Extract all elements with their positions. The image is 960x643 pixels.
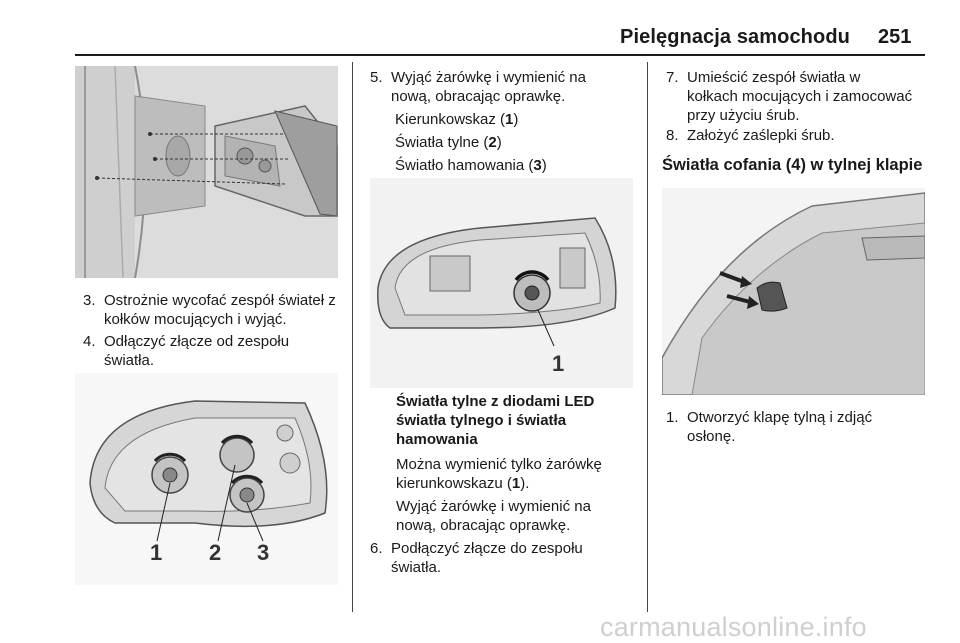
column-divider-2 (647, 62, 648, 612)
bulb-label-1: 1 (150, 540, 163, 565)
section-title-reversing-lights: Światła cofania (4) w tylnej klapie (662, 156, 923, 174)
step-number: 8. (666, 127, 679, 144)
step-number: 5. (370, 69, 383, 86)
figure-bulb-positions (75, 373, 338, 585)
watermark: carmanualsonline.info (600, 612, 867, 642)
step-number: 1. (666, 409, 679, 426)
header-rule (75, 54, 925, 56)
step-number: 3. (83, 292, 96, 309)
led-section-heading: Światła tylne z diodami LED światła tylnego i światła hamowania (396, 393, 595, 448)
step-text: Umieścić zespół światła w kołkach mocujących i zamocować przy użyciu śrub. (687, 69, 913, 124)
led-tail-light-illustration (370, 178, 633, 388)
step-number: 4. (83, 333, 96, 350)
step-text: Wyjąć żarówkę i wymienić na nową, obracając oprawkę. (391, 69, 586, 105)
figure-tailgate-cover (662, 188, 925, 395)
step-number: 6. (370, 540, 383, 557)
indicator-bulb-label: 1 (552, 351, 565, 376)
led-paragraph-1: Można wymienić tylko żarówkę kierunkowskazu (1). (396, 456, 602, 492)
step-text: Otworzyć klapę tylną i zdjąć osłonę. (687, 409, 873, 445)
led-paragraph-2: Wyjąć żarówkę i wymienić na nową, obracając oprawkę. (396, 498, 591, 534)
step-text: Ostrożnie wycofać zespół świateł z kołków mocujących i wyjąć. (104, 292, 336, 328)
step-text: Podłączyć złącze do zespołu światła. (391, 540, 583, 576)
bulb-list-item-brake: Światło hamowania (3) (395, 157, 547, 174)
figure-tail-light-removal (75, 66, 338, 278)
page-number: 251 (878, 26, 912, 48)
tail-light-removal-illustration (75, 66, 338, 278)
page-header-title: Pielęgnacja samochodu (620, 26, 850, 48)
step-text: Odłączyć złącze od zespołu światła. (104, 333, 290, 369)
step-number: 7. (666, 69, 679, 86)
column-divider-1 (352, 62, 353, 612)
bulb-positions-illustration (75, 373, 338, 585)
bulb-label-2: 2 (209, 540, 222, 565)
figure-led-tail-light (370, 178, 633, 388)
bulb-list-item-tail: Światła tylne (2) (395, 134, 502, 151)
bulb-label-3: 3 (257, 540, 270, 565)
step-text: Założyć zaślepki śrub. (687, 127, 835, 144)
tailgate-cover-illustration (662, 188, 925, 395)
bulb-list-item-indicator: Kierunkowskaz (1) (395, 111, 519, 128)
